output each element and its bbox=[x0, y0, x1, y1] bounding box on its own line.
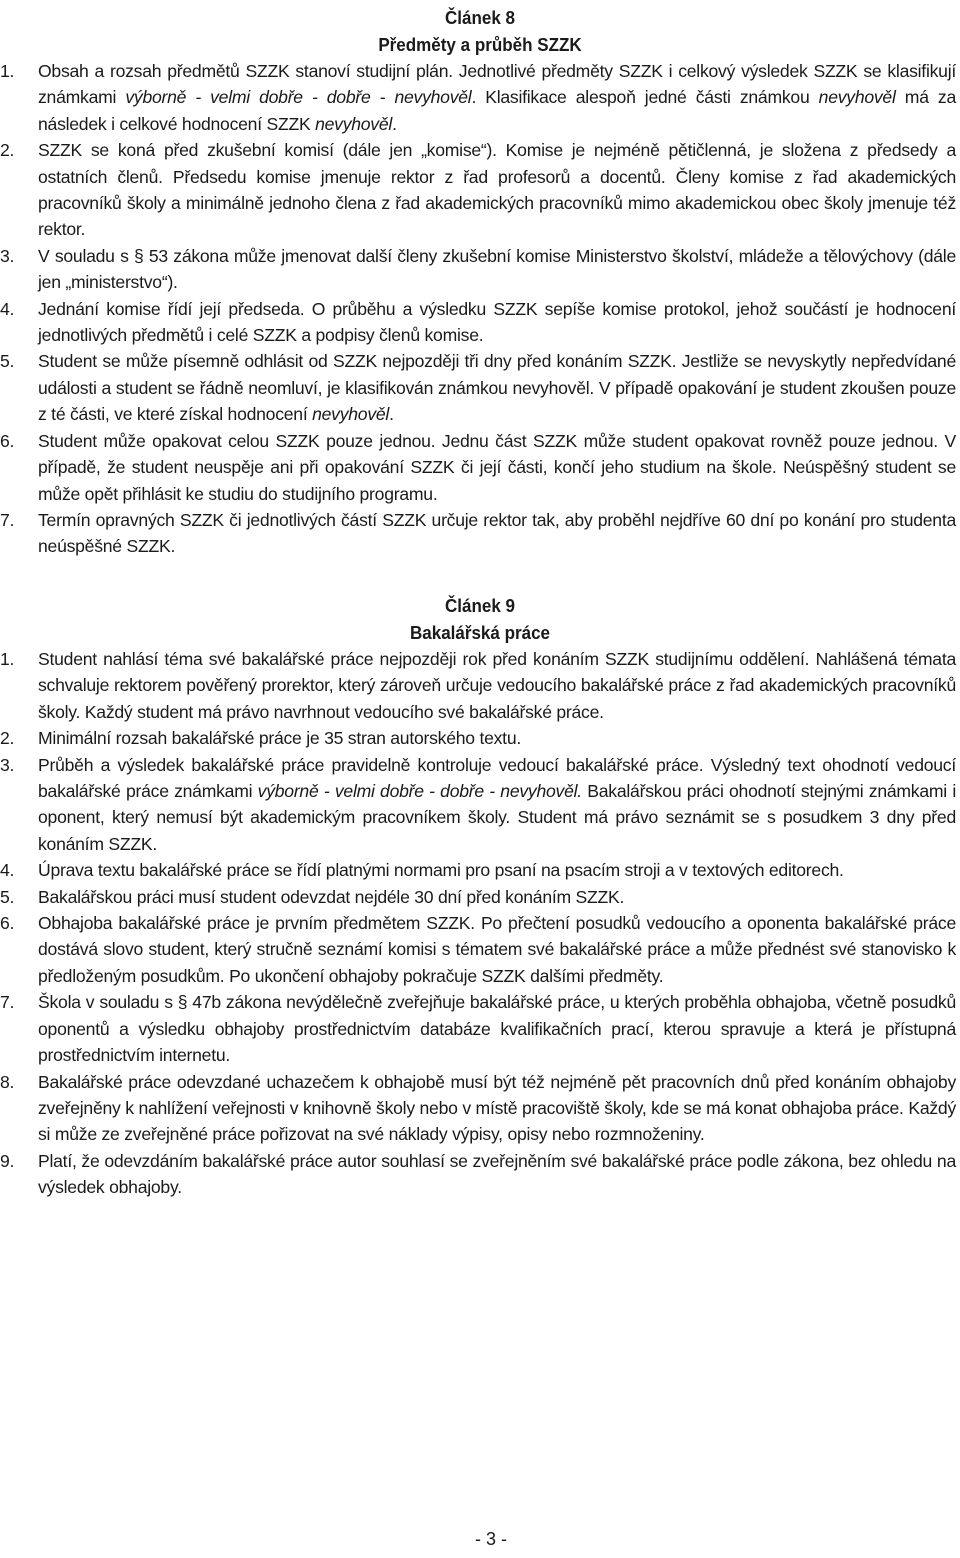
list-item bbox=[0, 989, 960, 1068]
article-items bbox=[0, 58, 960, 560]
article-subheading: Bakalářská práce bbox=[409, 622, 551, 643]
item-text: Bakalářskou práci ohodnotí stejnými známkami i oponent, který nemusí být akademickým pracovníkem školy. Student má právo seznámit se s posudkem 3 dny před konáním SZZK. bbox=[38, 781, 956, 854]
list-item bbox=[0, 646, 960, 725]
item-text: má za následek i celkové hodnocení SZZK bbox=[38, 87, 956, 134]
item-text: SZZK se koná před zkušební komisí (dále jen „komise“). Komise je nejméně pětičlenná, je složena z předsedy a ostatních členů. Předsedu komise jmenuje rektor z řad profesorů a docentů. Členy komise z řad akademických pracovníků školy a minimálně jednoho člena z řad akademických pracovníků mimo akademickou obec školy jmenuje též rektor. bbox=[38, 140, 956, 240]
item-text: . Klasifikace alespoň jedné části známkou bbox=[471, 87, 819, 108]
list-item bbox=[0, 296, 960, 349]
item-number: 1. bbox=[0, 649, 15, 669]
item-text: Jednání komise řídí její předseda. O průběhu a výsledku SZZK sepíše komise protokol, jehož součástí je hodnocení jednotlivých předmětů i celé SZZK a podpisy členů komise. bbox=[38, 298, 956, 346]
item-text: Bakalářskou práci musí student odevzdat nejdéle 30 dní před konáním SZZK. bbox=[38, 886, 625, 907]
item-text: Minimální rozsah bakalářské práce je 35 stran autorského textu. bbox=[38, 728, 521, 749]
list-item bbox=[0, 58, 960, 137]
item-number: 9. bbox=[0, 1150, 15, 1171]
item-text: V souladu s § 53 zákona může jmenovat další členy zkušební komise Ministerstvo školství, mládeže a tělovýchovy (dále jen „ministerstvo“). bbox=[38, 245, 956, 293]
article-subheading: Předměty a průběh SZZK bbox=[378, 34, 582, 55]
item-text: Úprava textu bakalářské práce se řídí platnými normami pro psaní na psacím stroji a v textových editorech. bbox=[38, 860, 844, 881]
item-text: . bbox=[392, 113, 397, 134]
item-text: . bbox=[389, 404, 394, 425]
list-item bbox=[0, 507, 960, 560]
item-number: 3. bbox=[0, 245, 15, 266]
item-text: Bakalářské práce odevzdané uchazečem k obhajobě musí být též nejméně pět pracovních dnů před konáním obhajoby zveřejněny k nahlížení veřejnosti v knihovně školy nebo v místě pracoviště školy, kde se má konat obhajoba práce. Každý si může ze zveřejněné práce pořizovat na své náklady výpisy, opisy nebo rozmnoženiny. bbox=[38, 1071, 956, 1145]
item-number: 7. bbox=[0, 509, 15, 530]
item-text: nevyhověl bbox=[818, 87, 896, 108]
list-item bbox=[0, 243, 960, 296]
item-number: 4. bbox=[0, 860, 15, 881]
item-text: Student může opakovat celou SZZK pouze jednou. Jednu část SZZK může student opakovat rovněž pouze jednou. V případě, že student neuspěje ani při opakování SZZK či její části, končí jeho studium na škole. Neúspěšný student se může opět přihlásit ke studiu do studijního programu. bbox=[38, 430, 956, 504]
item-text: výborně - velmi dobře - dobře - nevyhověl. bbox=[257, 781, 582, 802]
item-text: nevyhověl bbox=[312, 404, 390, 425]
item-number: 8. bbox=[0, 1071, 15, 1092]
item-text: nevyhověl bbox=[315, 113, 393, 134]
item-number: 2. bbox=[0, 728, 15, 749]
item-number: 3. bbox=[0, 754, 15, 775]
item-number: 5. bbox=[0, 886, 15, 907]
article-heading: Článek 8 bbox=[444, 7, 516, 28]
list-item bbox=[0, 1069, 960, 1148]
article-9 bbox=[0, 592, 960, 1201]
item-text: Student se může písemně odhlásit od SZZK nejpozději tři dny před konáním SZZK. Jestliže se nevyskytly nepředvídané události a student se řádně neomluví, je klasifikován známkou nevyhověl. V případě opakování je student zkoušen pouze z té části, ve které získal hodnocení bbox=[38, 351, 956, 425]
item-text: Obhajoba bakalářské práce je prvním předmětem SZZK. Po přečtení posudků vedoucího a oponenta bakalářské práce dostává slovo student, který stručně seznámí komisi s tématem své bakalářské práce a může přednést své stanovisko k předloženým posudkům. Po ukončení obhajoby pokračuje SZZK dalšími předměty. bbox=[38, 913, 956, 986]
item-number: 5. bbox=[0, 351, 15, 372]
item-text: Termín opravných SZZK či jednotlivých částí SZZK určuje rektor tak, aby proběhl nejdříve 60 dní po konání pro studenta neúspěšné SZZK. bbox=[38, 509, 956, 557]
item-number: 4. bbox=[0, 298, 15, 319]
item-text: výborně - velmi dobře - dobře - nevyhověl bbox=[125, 87, 472, 108]
article-heading: Článek 9 bbox=[444, 595, 516, 616]
list-item bbox=[0, 725, 960, 751]
item-text: Obsah a rozsah předmětů SZZK stanoví studijní plán. Jednotlivé předměty SZZK i celkový výsledek SZZK se klasifikují známkami bbox=[38, 61, 956, 108]
list-item bbox=[0, 137, 960, 243]
list-item bbox=[0, 752, 960, 858]
item-text: Průběh a výsledek bakalářské práce pravidelně kontroluje vedoucí bakalářské práce. Výsledný text ohodnotí vedoucí bakalářské práce známkami bbox=[38, 754, 956, 802]
list-item bbox=[0, 348, 960, 427]
article-8 bbox=[0, 4, 960, 560]
item-number: 6. bbox=[0, 430, 15, 451]
item-number: 6. bbox=[0, 913, 15, 934]
item-number: 7. bbox=[0, 992, 15, 1013]
item-number: 1. bbox=[0, 61, 15, 81]
list-item bbox=[0, 1148, 960, 1201]
item-text: Student nahlásí téma své bakalářské práce nejpozději rok před konáním SZZK studijnímu oddělení. Nahlášená témata schvaluje rektorem pověřený prorektor, který zároveň určuje vedoucího bakalářské práce z řad akademických pracovníků školy. Každý student má právo navrhnout vedoucího své bakalářské práce. bbox=[38, 649, 956, 722]
item-text: Platí, že odevzdáním bakalářské práce autor souhlasí se zveřejněním své bakalářské práce podle zákona, bez ohledu na výsledek obhajoby. bbox=[38, 1150, 956, 1198]
list-item bbox=[0, 428, 960, 507]
item-text: Škola v souladu s § 47b zákona nevýdělečně zveřejňuje bakalářské práce, u kterých proběhla obhajoba, včetně posudků oponentů a výsledku obhajoby prostřednictvím databáze kvalifikačních prací, kterou spravuje a která je přístupná prostřednictvím internetu. bbox=[38, 992, 956, 1066]
list-item bbox=[0, 857, 960, 883]
item-number: 2. bbox=[0, 140, 15, 161]
article-items bbox=[0, 646, 960, 1201]
list-item bbox=[0, 910, 960, 989]
list-item bbox=[0, 884, 960, 910]
page-number: - 3 - bbox=[474, 1529, 507, 1549]
